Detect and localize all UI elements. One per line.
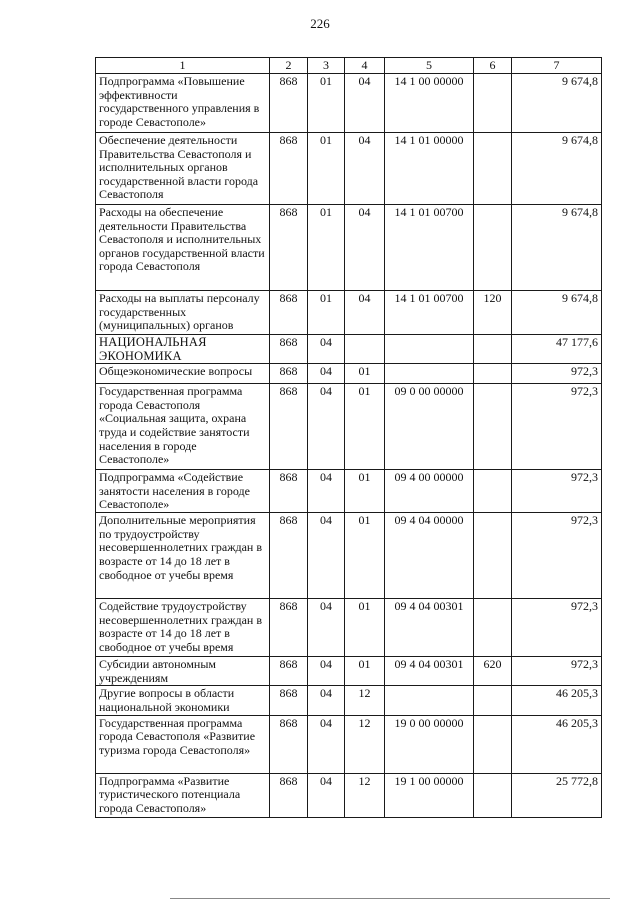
subsection-code-cell: 01 [345,513,385,599]
amount-cell: 9 674,8 [512,291,602,335]
amount-cell: 9 674,8 [512,205,602,291]
expense-type-cell [474,384,512,470]
section-code-cell: 04 [308,686,345,715]
subsection-code-cell [345,335,385,364]
ministry-code-cell: 868 [270,291,308,335]
row-name-cell: Общеэкономические вопросы [96,364,270,384]
section-code-cell: 01 [308,133,345,205]
table-row [96,773,602,817]
amount-cell: 25 772,8 [512,773,602,817]
subsection-code-cell: 01 [345,657,385,686]
section-code-cell: 04 [308,599,345,657]
subsection-code-cell: 01 [345,470,385,513]
expense-type-cell [474,599,512,657]
header-cell-2: 2 [270,58,308,74]
target-article-cell: 14 1 01 00700 [385,205,474,291]
section-code-cell: 01 [308,74,345,133]
expense-type-cell [474,364,512,384]
expense-type-cell: 120 [474,291,512,335]
row-name-cell: Подпрограмма «Развитие туристического потенциала города Севастополя» [96,773,270,817]
expense-type-cell [474,686,512,715]
table-row [96,74,602,133]
section-code-cell: 04 [308,513,345,599]
subsection-code-cell: 12 [345,715,385,773]
target-article-cell: 09 4 00 00000 [385,470,474,513]
subsection-code-cell: 01 [345,364,385,384]
table-row [96,470,602,513]
header-cell-1: 1 [96,58,270,74]
section-code-cell: 04 [308,657,345,686]
section-code-cell: 01 [308,205,345,291]
row-name-cell: Расходы на обеспечение деятельности Правительства Севастополя и исполнительных органов государственной власти города Севастополя [96,205,270,291]
header-cell-6: 6 [474,58,512,74]
table-row [96,291,602,335]
row-name-cell: Государственная программа города Севастополя «Социальная защита, охрана труда и содействие занятости населения в городе Севастополе» [96,384,270,470]
ministry-code-cell: 868 [270,74,308,133]
ministry-code-cell: 868 [270,686,308,715]
ministry-code-cell: 868 [270,133,308,205]
target-article-cell: 09 4 04 00301 [385,599,474,657]
row-name-cell: Субсидии автономным учреждениям [96,657,270,686]
table-row [96,133,602,205]
header-cell-3: 3 [308,58,345,74]
expense-type-cell [474,470,512,513]
table-row [96,686,602,715]
ministry-code-cell: 868 [270,384,308,470]
target-article-cell: 19 0 00 00000 [385,715,474,773]
subsection-code-cell: 04 [345,291,385,335]
row-name-cell: НАЦИОНАЛЬНАЯ ЭКОНОМИКА [96,335,270,364]
amount-cell: 46 205,3 [512,686,602,715]
target-article-cell [385,686,474,715]
table-row [96,384,602,470]
row-name-cell: Расходы на выплаты персоналу государственных (муниципальных) органов [96,291,270,335]
table-row [96,205,602,291]
header-cell-7: 7 [512,58,602,74]
expense-type-cell [474,335,512,364]
budget-table [95,57,602,818]
subsection-code-cell: 01 [345,384,385,470]
table-row [96,335,602,364]
section-code-cell: 04 [308,773,345,817]
section-code-cell: 04 [308,470,345,513]
header-cell-4: 4 [345,58,385,74]
table-row [96,657,602,686]
amount-cell: 47 177,6 [512,335,602,364]
expense-type-cell [474,773,512,817]
target-article-cell: 14 1 01 00700 [385,291,474,335]
table-row [96,599,602,657]
subsection-code-cell: 12 [345,686,385,715]
row-name-cell: Дополнительные мероприятия по трудоустройству несовершеннолетних граждан в возрасте от 14 до 18 лет в свободное от учебы время [96,513,270,599]
subsection-code-cell: 12 [345,773,385,817]
expense-type-cell [474,205,512,291]
row-name-cell: Содействие трудоустройству несовершеннолетних граждан в возрасте от 14 до 18 лет в свободное от учебы время [96,599,270,657]
ministry-code-cell: 868 [270,364,308,384]
target-article-cell: 19 1 00 00000 [385,773,474,817]
amount-cell: 46 205,3 [512,715,602,773]
target-article-cell [385,335,474,364]
target-article-cell: 14 1 01 00000 [385,133,474,205]
page-bottom-rule [170,898,610,899]
row-name-cell: Подпрограмма «Повышение эффективности государственного управления в городе Севастополе» [96,74,270,133]
amount-cell: 972,3 [512,364,602,384]
target-article-cell [385,364,474,384]
ministry-code-cell: 868 [270,513,308,599]
section-code-cell: 04 [308,364,345,384]
header-cell-5: 5 [385,58,474,74]
amount-cell: 9 674,8 [512,74,602,133]
table-row [96,715,602,773]
subsection-code-cell: 04 [345,74,385,133]
table-row [96,364,602,384]
section-code-cell: 04 [308,335,345,364]
amount-cell: 9 674,8 [512,133,602,205]
expense-type-cell [474,715,512,773]
subsection-code-cell: 04 [345,205,385,291]
table-header-row [96,58,602,74]
ministry-code-cell: 868 [270,335,308,364]
section-code-cell: 04 [308,715,345,773]
amount-cell: 972,3 [512,470,602,513]
row-name-cell: Государственная программа города Севастополя «Развитие туризма города Севастополя» [96,715,270,773]
section-code-cell: 04 [308,384,345,470]
amount-cell: 972,3 [512,599,602,657]
target-article-cell: 09 4 04 00301 [385,657,474,686]
expense-type-cell [474,513,512,599]
target-article-cell: 09 4 04 00000 [385,513,474,599]
row-name-cell: Подпрограмма «Содействие занятости населения в городе Севастополе» [96,470,270,513]
expense-type-cell [474,74,512,133]
row-name-cell: Другие вопросы в области национальной экономики [96,686,270,715]
expense-type-cell [474,133,512,205]
ministry-code-cell: 868 [270,599,308,657]
target-article-cell: 14 1 00 00000 [385,74,474,133]
ministry-code-cell: 868 [270,205,308,291]
subsection-code-cell: 01 [345,599,385,657]
ministry-code-cell: 868 [270,715,308,773]
target-article-cell: 09 0 00 00000 [385,384,474,470]
table-row [96,513,602,599]
expense-type-cell: 620 [474,657,512,686]
amount-cell: 972,3 [512,513,602,599]
ministry-code-cell: 868 [270,773,308,817]
row-name-cell: Обеспечение деятельности Правительства Севастополя и исполнительных органов государственной власти города Севастополя [96,133,270,205]
amount-cell: 972,3 [512,384,602,470]
amount-cell: 972,3 [512,657,602,686]
ministry-code-cell: 868 [270,657,308,686]
ministry-code-cell: 868 [270,470,308,513]
page-number: 226 [310,16,330,31]
section-code-cell: 01 [308,291,345,335]
subsection-code-cell: 04 [345,133,385,205]
